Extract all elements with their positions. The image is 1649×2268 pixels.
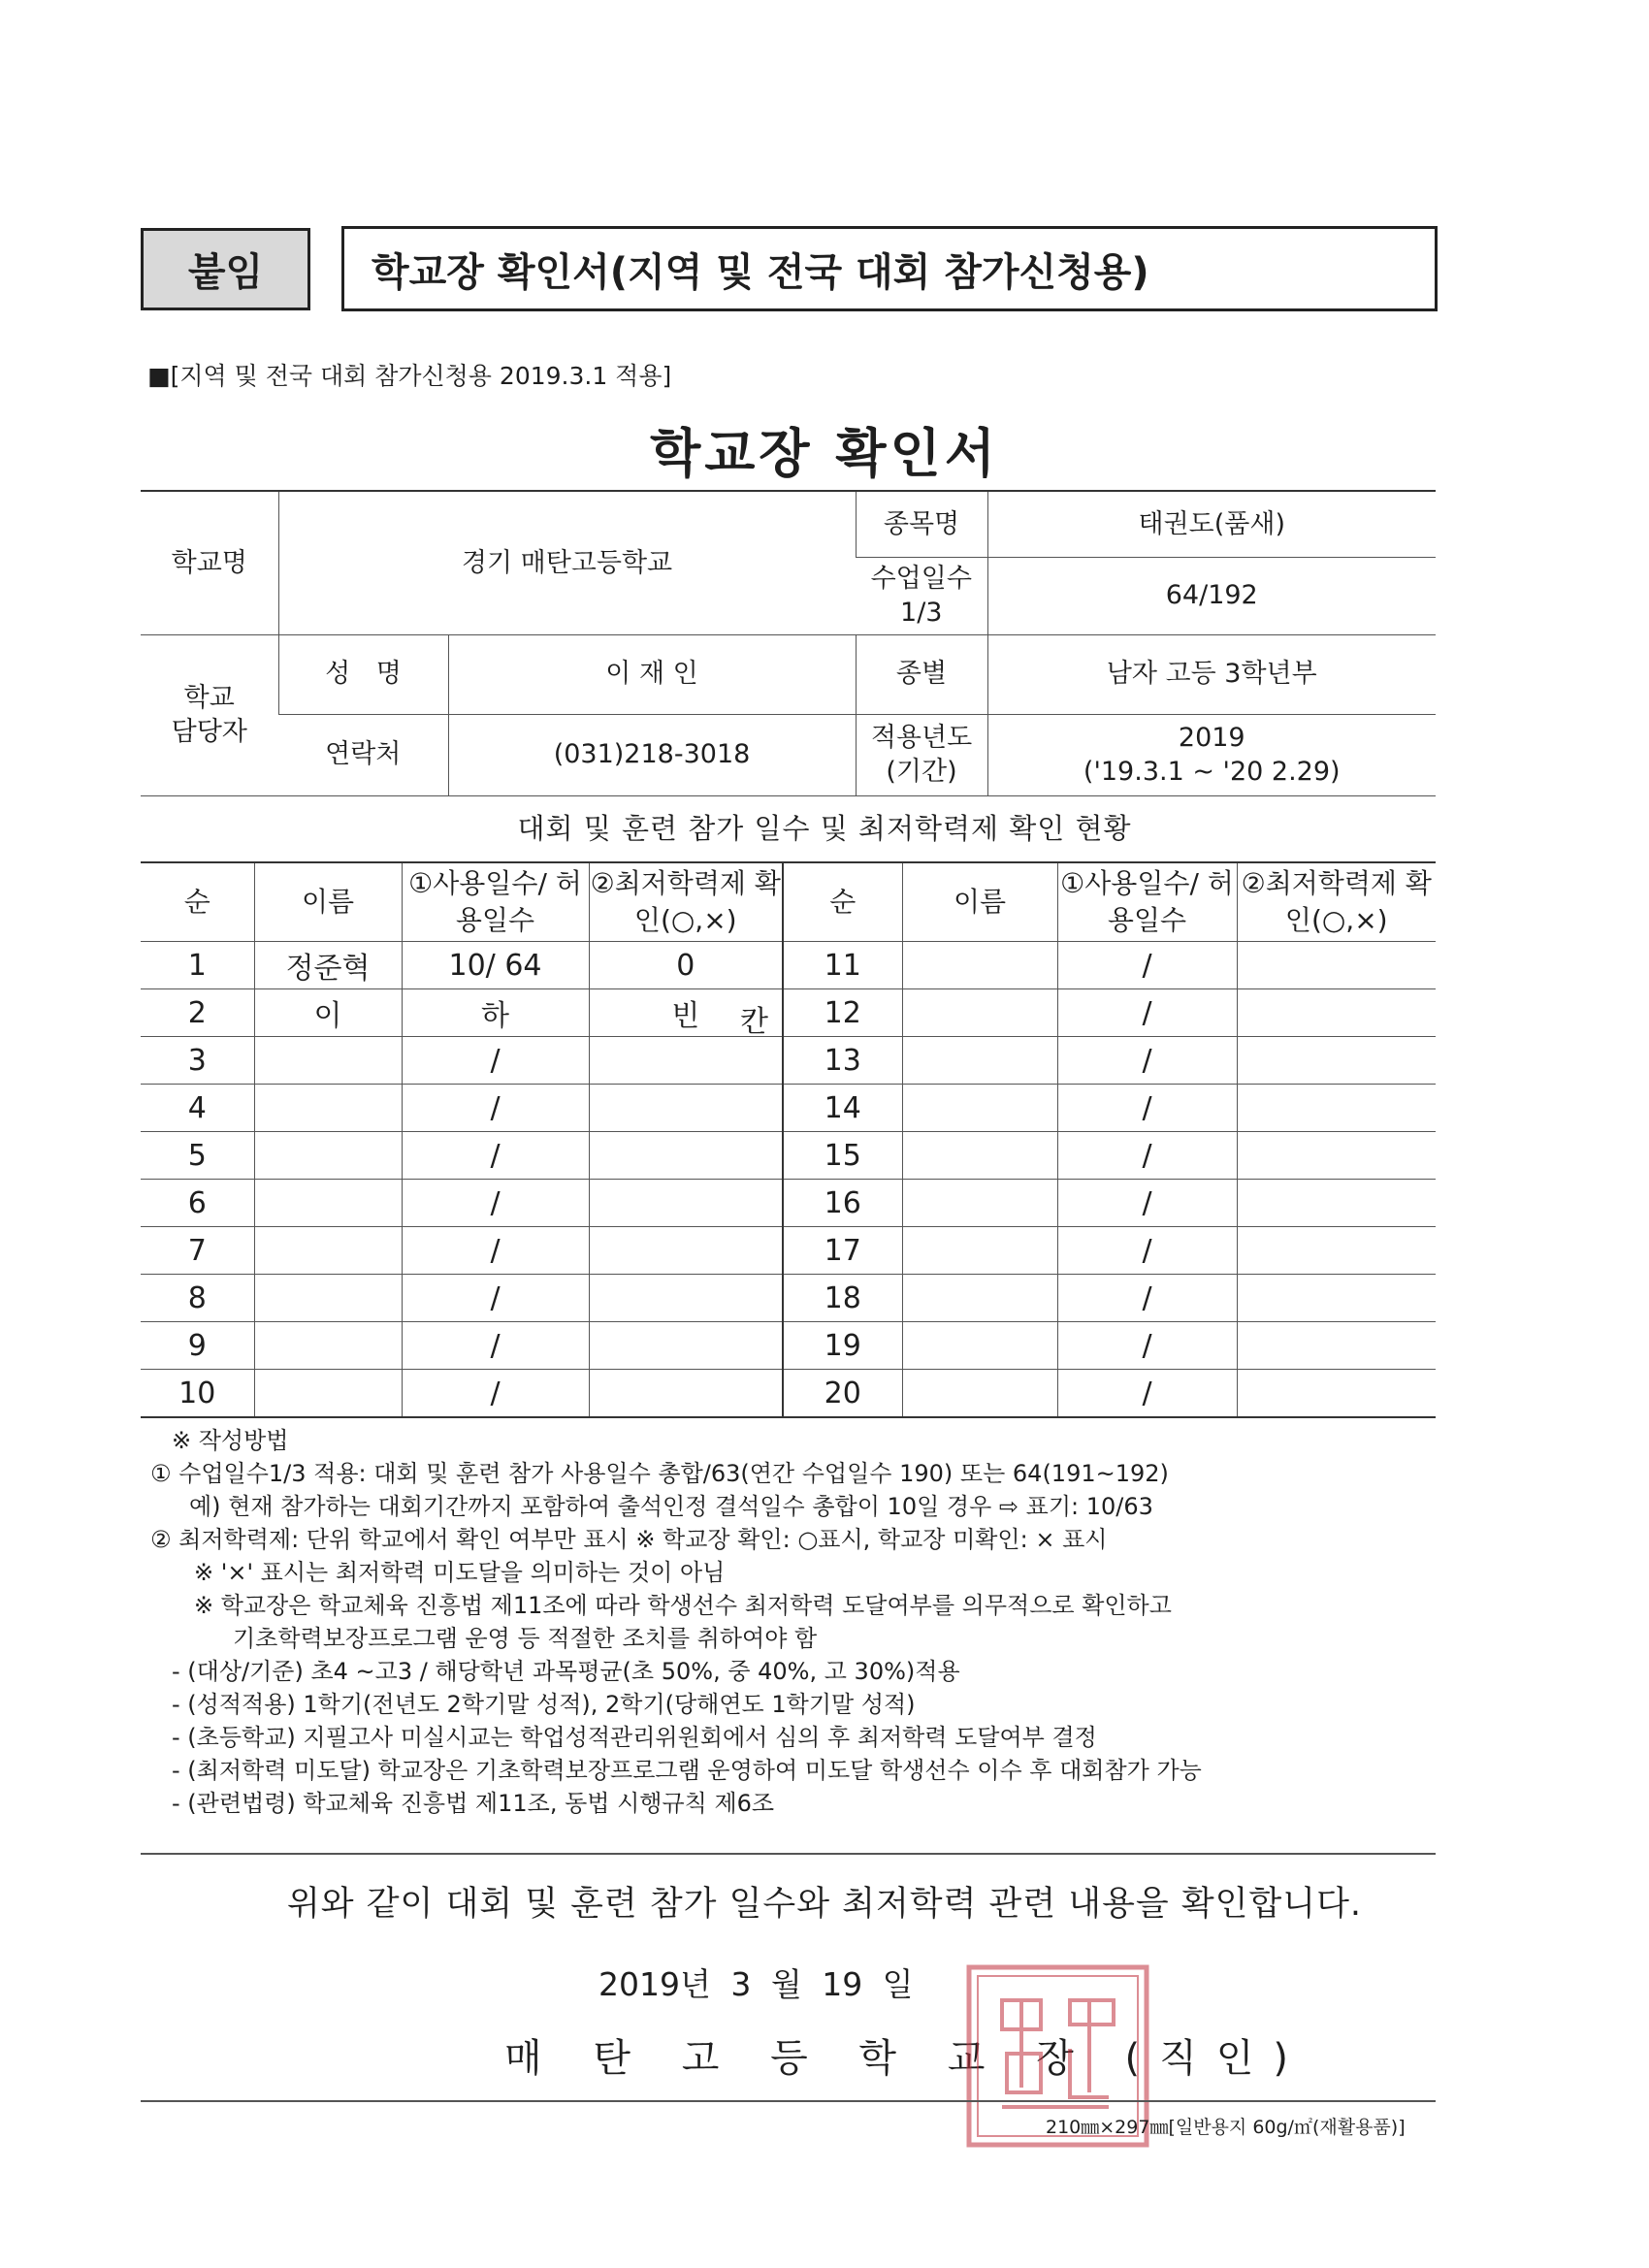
row-number: 15 [783,1132,902,1180]
student-name [902,1037,1057,1085]
sport-label: 종목명 [856,491,987,557]
row-number: 9 [141,1322,254,1370]
table-row [141,989,1436,1037]
student-name [902,1322,1057,1370]
section-caption: 대회 및 훈련 참가 일수 및 최저학력제 확인 현황 [517,812,1132,845]
min-check [1237,1322,1436,1370]
used-days: / [402,1322,589,1370]
used-days: / [402,1085,589,1132]
table-row [141,1227,1436,1275]
row-number: 3 [141,1037,254,1085]
min-check-cell [589,989,783,1037]
student-name [254,1037,402,1085]
no-header: 순 [141,862,254,942]
row-number: 14 [783,1085,902,1132]
used-days: / [1057,1275,1237,1322]
student-name [254,1370,402,1418]
min-check [589,1322,783,1370]
used-days: / [402,1180,589,1227]
instruction-line: 기초학력보장프로그램 운영 등 적절한 조치를 취하여야 함 [233,1625,818,1652]
student-name [254,1132,402,1180]
student-name [902,989,1057,1037]
principal-signature: 매 탄 고 등 학 교 장 (직인) [504,2036,1308,2081]
instruction-line: ※ 학교장은 학교체육 진흥법 제11조에 따라 학생선수 최저학력 도달여부를 의무적으로 확인하고 [194,1592,1172,1619]
name-label: 성 명 [278,634,448,714]
used-days: / [1057,1132,1237,1180]
min-check [589,1085,783,1132]
used-days: / [1057,1322,1237,1370]
table-row [141,1132,1436,1180]
student-name [254,1085,402,1132]
category-label: 종별 [856,634,987,714]
table-row [141,1275,1436,1322]
instruction-line: 예) 현재 참가하는 대회기간까지 포함하여 출석인정 결석일수 총합이 10일 경우 ⇨ 표기: 10/63 [189,1493,1153,1520]
student-name [902,1132,1057,1180]
attachment-tag: 붙임 [141,228,310,310]
page-title: 학교장 확인서 [650,423,999,484]
instruction-line: - (최저학력 미도달) 학교장은 기초학력보장프로그램 운영하여 미도달 학생선수 이수 후 대회참가 가능 [172,1757,1202,1784]
table-row [141,1370,1436,1418]
min-check [1237,1370,1436,1418]
min-check [589,1275,783,1322]
footer-divider [141,2100,1436,2102]
instruction-line: - (대상/기준) 초4 ~고3 / 해당학년 과목평균(초 50%, 중 40%, 고 30%)적용 [172,1658,960,1685]
row-number: 6 [141,1180,254,1227]
used-days: / [1057,1227,1237,1275]
used-days: / [1057,989,1237,1037]
days-header: ①사용일수/ 허용일수 [402,862,589,942]
min-check [589,1132,783,1180]
row-number: 8 [141,1275,254,1322]
student-name [902,1275,1057,1322]
min-header: ②최저학력제 확인(○,×) [1237,862,1436,942]
used-days: / [1057,1085,1237,1132]
manager-label: 학교 담당자 [141,634,278,795]
row-number: 2 [141,989,254,1037]
min-check [589,1037,783,1085]
instruction-line: ① 수업일수1/3 적용: 대회 및 훈련 참가 사용일수 총합/63(연간 수업일수 190) 또는 64(191~192) [150,1460,1169,1487]
student-name [254,1275,402,1322]
min-check [1237,1180,1436,1227]
class-days-label: 수업일수 1/3 [856,557,987,634]
student-name [254,1227,402,1275]
school-value: 경기 매탄고등학교 [278,491,856,634]
instructions-heading: ※ 작성방법 [172,1427,289,1454]
row-number: 5 [141,1132,254,1180]
min-check: 빈 [671,999,700,1033]
year-label: 적용년도 (기간) [856,714,987,795]
issue-date: 2019년 3 월 19 일 [598,1965,914,2003]
row-number: 18 [783,1275,902,1322]
min-check [1237,1132,1436,1180]
student-name: 이 [254,989,402,1037]
document-header-title: 학교장 확인서(지역 및 전국 대회 참가신청용) [341,226,1438,311]
instruction-line: - (관련법령) 학교체육 진흥법 제11조, 동법 시행규칙 제6조 [172,1790,775,1817]
used-days: / [1057,1370,1237,1418]
row-number: 10 [141,1370,254,1418]
min-check: 0 [589,942,783,989]
name-value: 이 재 인 [448,634,856,714]
class-days-value: 64/192 [987,557,1436,634]
paper-spec: 210㎜×297㎜[일반용지 60g/㎡(재활용품)] [1046,2117,1406,2138]
student-name [902,1370,1057,1418]
student-name [902,1180,1057,1227]
roster-header-row [141,862,1436,942]
table-row [141,1180,1436,1227]
table-row [141,942,1436,989]
student-name [902,1085,1057,1132]
category-value: 남자 고등 3학년부 [987,634,1436,714]
student-name [254,1180,402,1227]
sport-value: 태권도(품새) [987,491,1436,557]
min-check [1237,942,1436,989]
min-check [1237,1227,1436,1275]
instruction-line: - (초등학교) 지필고사 미실시교는 학업성적관리위원회에서 심의 후 최저학력 도달여부 결정 [172,1724,1097,1751]
used-days: / [402,1370,589,1418]
row-number: 1 [141,942,254,989]
period-value: ('19.3.1 ~ '20 2.29) [1083,757,1341,787]
student-name: 정준혁 [254,942,402,989]
used-days: 10/ 64 [402,942,589,989]
applied-note: ■[지역 및 전국 대회 참가신청용 2019.3.1 적용] [147,362,672,390]
no-header: 순 [783,862,902,942]
table-row [141,1085,1436,1132]
student-name [902,942,1057,989]
row-number: 7 [141,1227,254,1275]
used-days: / [1057,1037,1237,1085]
min-check [1237,1037,1436,1085]
min-check [589,1180,783,1227]
school-label: 학교명 [141,491,278,634]
min-check [1237,1275,1436,1322]
instruction-line: ※ '×' 표시는 최저학력 미도달을 의미하는 것이 아님 [194,1559,726,1586]
table-row [141,1322,1436,1370]
year-value: 2019 [1178,722,1245,753]
used-days: / [1057,942,1237,989]
row-number: 17 [783,1227,902,1275]
student-name [902,1227,1057,1275]
name-header: 이름 [254,862,402,942]
used-days: / [402,1275,589,1322]
min-header: ②최저학력제 확인(○,×) [589,862,783,942]
blank-word: 칸 [740,1005,768,1039]
row-number: 20 [783,1370,902,1418]
min-check [1237,989,1436,1037]
contact-value: (031)218-3018 [448,714,856,795]
year-cell [987,714,1436,795]
min-check [589,1227,783,1275]
contact-label: 연락처 [278,714,448,795]
school-info-table [141,490,1436,796]
used-days: / [402,1132,589,1180]
instructions [150,1424,1450,1820]
table-row [141,1037,1436,1085]
roster-table [141,861,1436,1418]
row-number: 19 [783,1322,902,1370]
row-number: 11 [783,942,902,989]
instruction-line: - (성적적용) 1학기(전년도 2학기말 성적), 2학기(당해연도 1학기말 성적) [172,1691,916,1718]
used-days: / [402,1037,589,1085]
confirmation-statement: 위와 같이 대회 및 훈련 참가 일수와 최저학력 관련 내용을 확인합니다. [286,1885,1363,1924]
student-name [254,1322,402,1370]
days-header: ①사용일수/ 허용일수 [1057,862,1237,942]
row-number: 12 [783,989,902,1037]
row-number: 4 [141,1085,254,1132]
min-check [589,1370,783,1418]
used-days: 하 [402,989,589,1037]
used-days: / [1057,1180,1237,1227]
name-header: 이름 [902,862,1057,942]
divider [141,1853,1436,1855]
row-number: 13 [783,1037,902,1085]
row-number: 16 [783,1180,902,1227]
min-check [1237,1085,1436,1132]
instruction-line: ② 최저학력제: 단위 학교에서 확인 여부만 표시 ※ 학교장 확인: ○표시, 학교장 미확인: × 표시 [150,1526,1108,1553]
used-days: / [402,1227,589,1275]
